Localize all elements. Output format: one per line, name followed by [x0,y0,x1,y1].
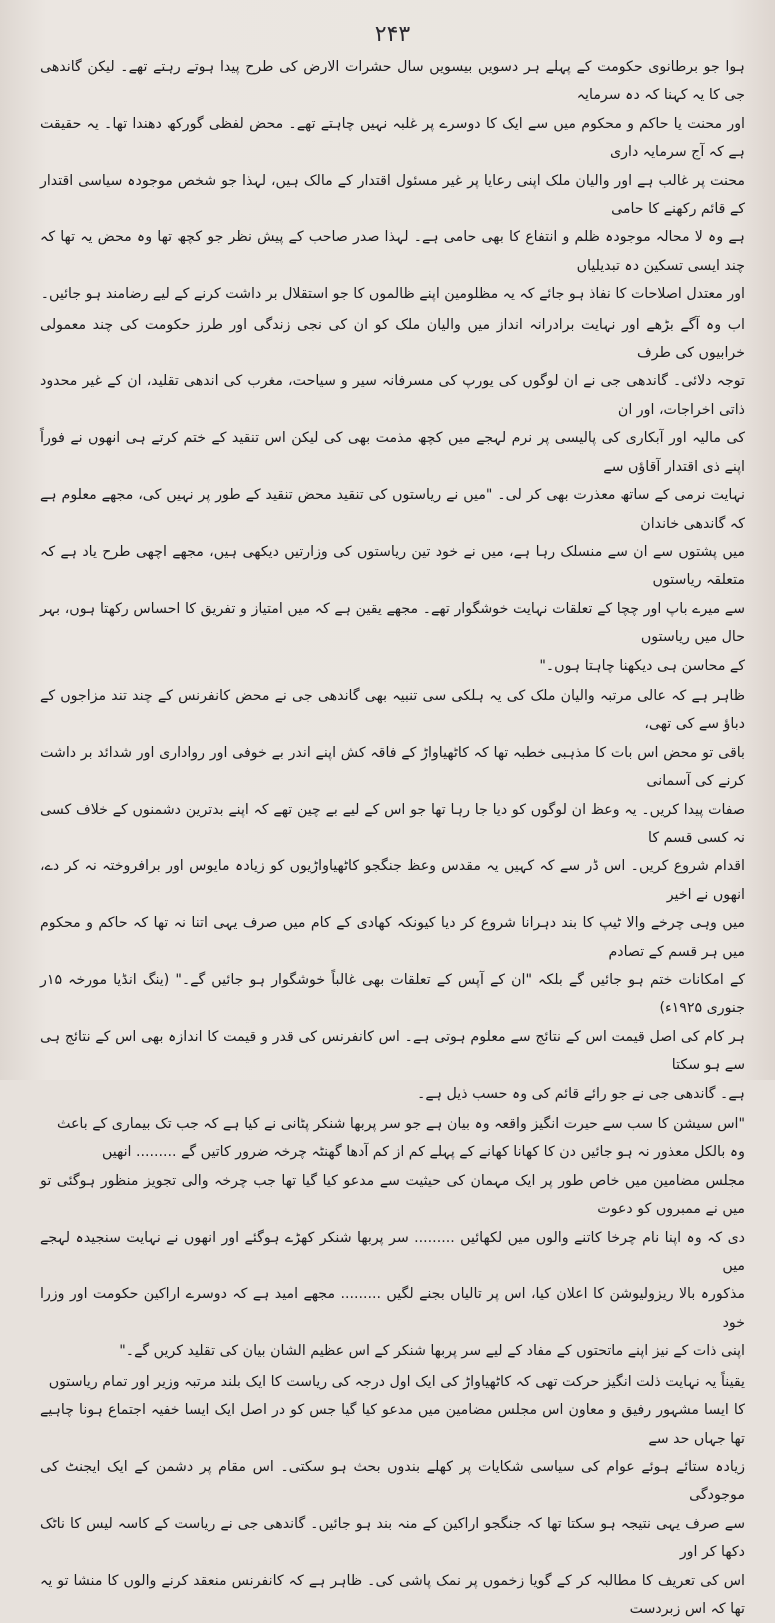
text-line: سے صرف یہی نتیجہ ہو سکتا تھا کہ جنگجو اراکین کے منہ بند ہو جائیں۔ گاندھی جی نے ریاست کے کاسہ لیس کا ناٹک دکھا کر اور [40,1515,745,1561]
text-line: اپنی ذات کے نیز اپنے ماتحتوں کے مفاد کے لیے سر پربھا شنکر کے اس عظیم الشان بیان کی تقلید کریں گے۔" [119,1343,745,1360]
text-line: اور معتدل اصلاحات کا نفاذ ہو جائے کہ یہ مظلومین اپنے ظالموں کا جو استقلال بر داشت کرنے کے لیے رضامند ہو جائیں۔ [40,286,745,303]
paragraph [40,1368,745,1623]
text-line: ہر کام کی اصل قیمت اس کے نتائج سے معلوم ہوتی ہے۔ اس کانفرنس کی قدر و قیمت کا اندازہ بھی اس کے نتائج ہی سے ہو سکتا [40,1028,745,1074]
text-line: نہایت نرمی کے ساتھ معذرت بھی کر لی۔ "میں نے ریاستوں کی تنقید محض تنقید کے طور پر نہیں کی، مجھے معلوم ہے کہ گاندھی خاندان [40,487,745,532]
text-line: یقیناً یہ نہایت ذلت انگیز حرکت تھی کہ کاٹھیاواڑ کی ایک اول درجہ کی ریاست کا ایک بلند مرتبہ وزیر اور تمام ریاستوں [48,1373,745,1390]
text-line: ہے۔ گاندھی جی نے جو رائے قائم کی وہ حسب ذیل ہے۔ [417,1085,745,1102]
paragraph [40,311,745,680]
text-line: ہے وہ لا محالہ موجودہ ظلم و انتفاع کا بھی حامی ہے۔ لہذا صدر صاحب کے پیش نظر جو کچھ تھا وہ محض یہ تھا کہ چند ایسی تسکین دہ تبدیلیاں [40,229,745,274]
paragraph [40,53,745,309]
text-line: کے امکانات ختم ہو جائیں گے بلکہ "ان کے آپس کے تعلقات بھی غالباً خوشگوار ہو جائیں گے۔" (ینگ انڈیا مورخہ ۱۵ر جنوری ۱۹۲۵ء) [40,972,745,1017]
text-line: محنت پر غالب ہے اور والیان ملک اپنی رعایا پر غیر مسئول اقتدار کے مالک ہیں، لہذا جو شخص موجودہ سیاسی اقتدار کے قائم رکھنے کا حامی [40,172,745,218]
text-line: مذکورہ بالا ریزولیوشن کا اعلان کیا، اس پر تالیاں بجنے لگیں ......... مجھے امید ہے کہ دوسرے اراکین حکومت اور وزرا خود [40,1286,745,1331]
text-line: کی مالیہ اور آبکاری کی پالیسی پر نرم لہجے میں کچھ مذمت بھی کی لیکن اس تنقید کے ختم کرتے ہی انھوں نے فوراً اپنے ذی اقتدار آقاؤں سے [40,430,745,475]
paragraph [40,682,745,1108]
page-number: ۲۴۳ [374,22,411,47]
text-line: میں وہی چرخے والا ٹیپ کا بند دہرانا شروع کر دیا کیونکہ کھادی کے کام میں صرف یہی اتنا نہ تھا کہ حاکم و محکوم میں ہر قسم کے تصادم [40,915,745,960]
text-line: "اس سیشن کا سب سے حیرت انگیز واقعہ وہ بیان ہے جو سر پربھا شنکر پٹانی نے کیا ہے کہ جب تک بیماری کے باعث [57,1116,745,1133]
text-line: کے محاسن ہی دیکھنا چاہتا ہوں۔" [539,657,745,674]
text-line: زیادہ ستائے ہوئے عوام کی سیاسی شکایات پر کھلے بندوں بحث ہو سکتی۔ اس مقام پر دشمن کے ایک ایجنٹ کی موجودگی [40,1458,745,1504]
text-line: اقدام شروع کریں۔ اس ڈر سے کہ کہیں یہ مقدس وعظ جنگجو کاٹھیاواڑیوں کو زیادہ مایوس اور برافروختہ نہ کر دے، انھوں نے اخیر [40,858,745,903]
text-line: ہوا جو برطانوی حکومت کے پہلے ہر دسویں بیسویں سال حشرات الارض کی طرح پیدا ہوتے رہتے تھے۔ لیکن گاندھی جی کا یہ کہنا کہ دہ سرمایہ [40,59,745,104]
text-line: اور محنت یا حاکم و محکوم میں سے ایک کا دوسرے پر غلبہ نہیں چاہتے تھے۔ محض لفظی گورکھ دھندا تھا۔ یہ حقیقت ہے کہ آج سرمایہ داری [40,115,745,161]
text-line: سے میرے باپ اور چچا کے تعلقات نہایت خوشگوار تھے۔ مجھے یقین ہے کہ میں امتیاز و تفریق کا احساس رکھتا ہوں، بہر حال میں ریاستوں [40,600,745,646]
text-line: اس کی تعریف کا مطالبہ کر کے گویا زخموں پر نمک پاشی کی۔ ظاہر ہے کہ کانفرنس منعقد کرنے والوں کا منشا تو یہ تھا کہ اس زبردست [40,1572,745,1617]
text-line: باقی تو محض اس بات کا مذہبی خطبہ تھا کہ کاٹھیاواڑ کے فاقہ کش اپنے اندر بے خوفی اور رواداری اور شدائد بر داشت کرنے کی آسمانی [40,744,745,790]
quoted-paragraph [40,1110,745,1366]
text-line: اب وہ آگے بڑھے اور نہایت برادرانہ انداز میں والیان ملک کو ان کی نجی زندگی اور طرز حکومت کی چند معمولی خرابیوں کی طرف [40,316,745,362]
text-line: مجلس مضامین میں خاص طور پر ایک مہمان کی حیثیت سے مدعو کیا گیا تھا جب چرخہ والی تجویز منظور ہوگئی تو میں نے ممبروں کو دعوت [40,1172,745,1218]
text-line: توجہ دلائی۔ گاندھی جی نے ان لوگوں کی یورپ کی مسرفانہ سیر و سیاحت، مغرب کی اندھی تقلید، ان کے غیر محدود ذاتی اخراجات، اور ان [40,373,745,418]
text-line: صفات پیدا کریں۔ یہ وعظ ان لوگوں کو دیا جا رہا تھا جو اس کے لیے بے چین تھے کہ اپنے بدترین دشمنوں کے خلاف کسی نہ کسی قسم کا [40,801,745,846]
text-line: وہ بالکل معذور نہ ہو جائیں دن کا کھانا کھانے کے پہلے کم از کم آدھا گھنٹہ چرخہ ضرور کاتیں گے ......... انھیں [101,1144,745,1161]
body-text [40,53,745,1623]
text-line: میں پشتوں سے ان سے منسلک رہا ہے، میں نے خود تین ریاستوں کی وزارتیں دیکھی ہیں، مجھے اچھی طرح یاد ہے کہ متعلقہ ریاستوں [40,543,745,589]
text-line: ظاہر ہے کہ عالی مرتبہ والیان ملک کی یہ ہلکی سی تنبیہ بھی گاندھی جی نے محض کانفرنس کے چند تند مزاجوں کے دباؤ سے کی تھی، [40,687,745,733]
text-line: کا ایسا مشہور رفیق و معاون اس مجلس مضامین میں مدعو کیا گیا جس کو در اصل ایک ایسا خفیہ اجتماع ہونا چاہیے تھا جہاں حد سے [40,1402,745,1447]
text-line: دی کہ وہ اپنا نام چرخا کاتنے والوں میں لکھائیں ......... سر پربھا شنکر کھڑے ہوگئے اور انھوں نے نہایت سنجیدہ لہجے میں [40,1229,745,1275]
